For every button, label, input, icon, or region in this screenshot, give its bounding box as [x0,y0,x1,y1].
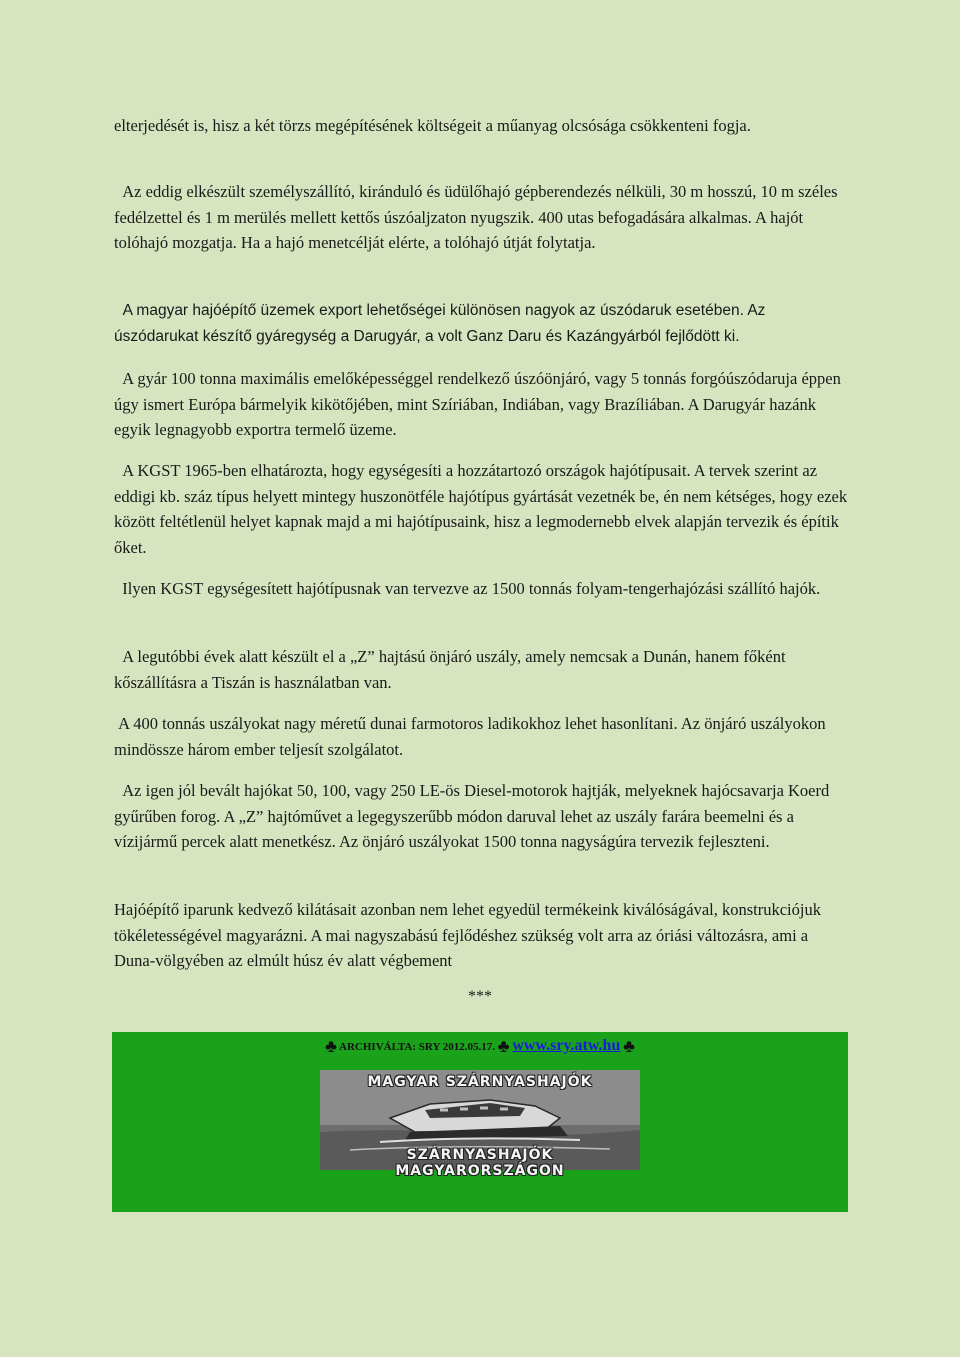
paragraph-7 [114,644,850,695]
archive-footer [112,1032,848,1212]
paragraph-text: Ilyen KGST egységesített hajótípusnak van tervezve az 1500 tonnás folyam-tengerhajózási szállító hajók. [114,579,821,598]
paragraph-10 [114,897,850,974]
paragraph-text: A gyár 100 tonna maximális emelőképességgel rendelkező úszóönjáró, vagy 5 tonnás forgóúszódaruja éppen úgy ismert Európa bármelyik kikötőjében, mint Szíriában, Indiában, vagy Brazíliában. A Darugyár hazánk egyik legnagyobb exportra termelő üzeme. [114,369,845,440]
paragraph-text: A legutóbbi évek alatt készült el a „Z” hajtású önjáró uszály, amely nemcsak a Dunán, hanem főként kőszállításra a Tiszán is használatban van. [114,647,790,692]
paragraph-9 [114,778,850,855]
paragraph-5 [114,458,850,560]
hydrofoil-banner [320,1070,640,1179]
club-icon: ♣ [497,1036,510,1056]
paragraph-text: A 400 tonnás uszályokat nagy méretű dunai farmotoros ladikokhoz lehet hasonlítani. Az önjáró uszályokon mindössze három ember teljesít szolgálatot. [114,714,830,759]
paragraph-text: A magyar hajóépítő üzemek export lehetőségei különösen nagyok az úszódaruk esetében. Az úszódarukat készítő gyáregység a Darugyár, a volt Ganz Daru és Kazángyárból fejlődött ki. [114,302,770,345]
section-separator: *** [468,988,492,1005]
club-icon: ♣ [623,1036,635,1056]
paragraph-2 [114,179,850,256]
archive-line [112,1036,848,1057]
paragraph-4 [114,366,850,443]
paragraph-text: A KGST 1965-ben elhatározta, hogy egységesíti a hozzátartozó országok hajótípusait. A tervek szerint az eddigi kb. száz típus helyett mintegy huszonötféle hajótípus gyártását vezetnék be, én nem kétséges, hogy ezek között feltétlenül helyet kapnak majd a mi hajótípusaink, hisz a legmodernebb elvek alapján tervezik és építik őket. [114,461,852,557]
paragraph-text: Az igen jól bevált hajókat 50, 100, vagy 250 LE-ös Diesel-motorok hajtják, melyeknek hajócsavarja Koerd gyűrűben forog. A „Z” hajtóművet a legegyszerűbb módon daruval lehet az uszály farára beemelni és a vízijármű percek alatt menetkész. Az önjáró uszályokat 1500 tonna nagyságúra tervezik fejleszteni. [114,781,834,852]
paragraph-text: Hajóépítő iparunk kedvező kilátásait azonban nem lehet egyedül termékeink kiválóságával, konstrukciójuk tökéletességével magyarázni. A mai nagyszabású fejlődéshez szükség volt arra az óriási változásra, ami a Duna-völgyében az elmúlt húsz év alatt végbement [114,900,826,971]
paragraph-text: elterjedését is, hisz a két törzs megépítésének költségeit a műanyag olcsósága csökkenteni fogja. [114,116,751,135]
club-icon: ♣ [325,1036,337,1056]
website-link[interactable]: www.sry.atw.hu [512,1037,621,1054]
paragraph-3 [114,298,850,349]
banner-subtitle: SZÁRNYASHAJÓK MAGYARORSZÁGON [395,1147,565,1179]
banner-title: MAGYAR SZÁRNYASHAJÓK [367,1074,593,1090]
paragraph-1 [114,113,850,139]
paragraph-8 [114,711,850,762]
paragraph-6 [114,576,850,602]
paragraph-text: Az eddig elkészült személyszállító, kiránduló és üdülőhajó gépberendezés nélküli, 30 m hosszú, 10 m széles fedélzettel és 1 m merülés mellett kettős úszóaljzaton nyugszik. 400 utas befogadására alkalmas. A hajót tolóhajó mozgatja. Ha a hajó menetcélját elérte, a tolóhajó útját folytatja. [114,182,842,253]
archive-label: ARCHIVÁLTA: SRY 2012.05.17. [339,1041,496,1053]
